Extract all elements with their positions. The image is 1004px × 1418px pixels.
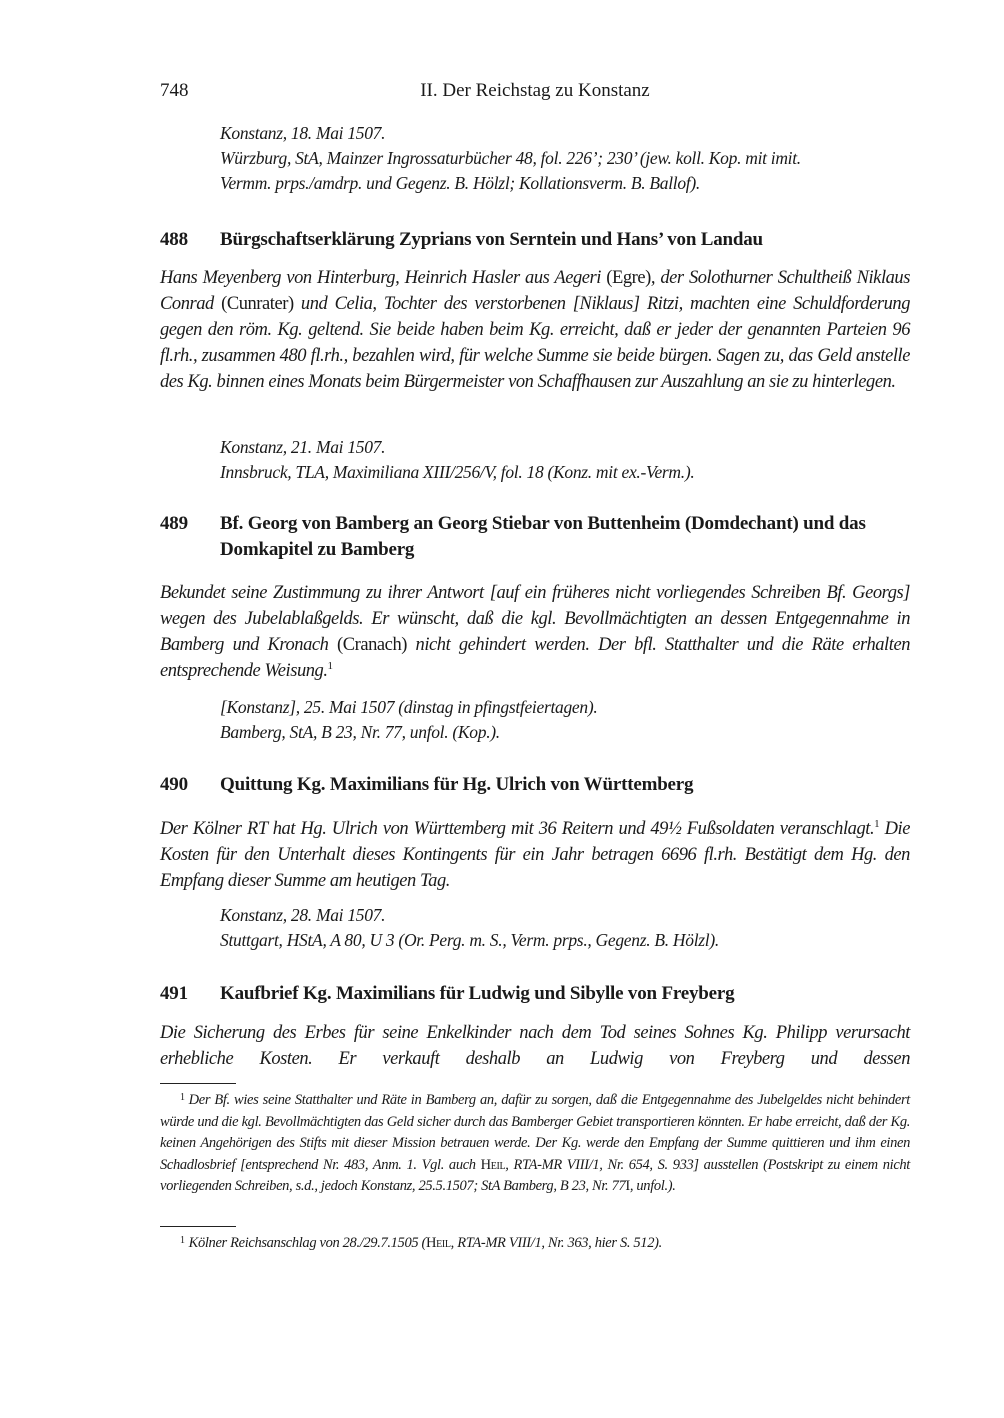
entry-source	[220, 435, 910, 485]
entry-number: 490	[160, 774, 188, 795]
source-line	[220, 720, 910, 745]
text-segment: (Cunrater)	[221, 294, 294, 314]
footnote-marker: 1	[180, 1235, 185, 1246]
text-segment: , RTA-MR VIII/1, Nr. 363, hier S. 512).	[450, 1235, 662, 1251]
source-line: Konstanz, 18. Mai 1507.	[220, 123, 386, 143]
author-name: Heil	[480, 1156, 506, 1173]
text-segment: Kölner Reichsanschlag von 28./29.7.1505 (	[188, 1235, 427, 1251]
entry-number: 489	[160, 513, 188, 534]
text-segment: (Egre)	[606, 268, 651, 288]
footnote-marker: 1	[180, 1092, 185, 1103]
text-segment: Innsbruck, TLA, Maximiliana XIII/256/V, fol. 18 (Konz. mit ex.-Verm.).	[220, 462, 695, 482]
source-line	[220, 928, 910, 953]
source-line	[220, 695, 910, 720]
top-source-block	[220, 121, 910, 196]
text-segment: Die Kosten für den Unterhalt dieses Kontingents für ein Jahr betragen 6696 fl.rh. Bestätigt dem Hg. den Empfang dieser Summe am heutigen Tag.	[160, 819, 910, 891]
text-segment: , RTA-MR VIII/1, Nr. 654, S. 933] ausstellen (Postskript zu einem nicht vorliegenden Schreiben, s.d., jedoch Konstanz, 25.5.1507; StA Bamberg, B 23, Nr. 77	[160, 1156, 910, 1195]
source-line	[220, 903, 910, 928]
entry-title: Bürgschaftserklärung Zyprians von Serntein und Hans’ von Landau	[220, 229, 763, 250]
entry-title: Bf. Georg von Bamberg an Georg Stiebar von Buttenheim (Domdechant) und das Domkapitel zu Bamberg	[220, 513, 866, 560]
text-segment: Stuttgart, HStA, A 80, U 3 (Or. Perg. m. S., Verm. prps., Gegenz. B. Hölzl).	[220, 930, 719, 950]
source-line: Würzburg, StA, Mainzer Ingrossaturbücher 48, fol. 226’; 230’ (jew. koll. Kop. mit imit.	[220, 148, 801, 168]
text-segment: nicht gehindert werden. Der bfl. Statthalter und die Räte erhalten entsprechende Weisung.	[160, 635, 911, 681]
text-segment: Konstanz, 21. Mai 1507.	[220, 437, 386, 457]
page-number: 748	[160, 80, 189, 101]
entry-summary	[160, 580, 910, 684]
text-segment: [Konstanz], 25. Mai 1507	[220, 697, 395, 717]
footnote-reference: 1	[874, 817, 880, 830]
text-segment: und Celia, Tochter des verstorbenen [Niklaus] Ritzi, machten eine Schuldforderung gegen den röm. Kg. geltend. Sie beide haben beim Kg. erreicht, daß er jeder der genannten Parteien 96 fl.rh., zusammen 480 fl.rh., bezahlen wird, für welche Summe sie beide bürgen. Sagen zu, das Geld anstelle des Kg. binnen eines Monats beim Bürgermeister von Schaffhausen zur Auszahlung an sie zu hinterlegen.	[160, 294, 911, 392]
footnote-reference: 1	[327, 659, 333, 672]
text-segment: Bamberg, StA, B 23, Nr. 77, unfol. (Kop.).	[220, 722, 500, 742]
text-segment: I	[625, 1178, 630, 1195]
footnote	[160, 1087, 910, 1198]
entry-heading-489	[160, 511, 910, 563]
text-segment: , der Solothurner Schultheiß Niklaus Conrad	[160, 268, 910, 314]
text-segment: (Cranach)	[337, 635, 407, 655]
entry-summary	[160, 1020, 910, 1072]
author-name: Heil	[426, 1235, 451, 1251]
source-line	[220, 460, 910, 485]
entry-heading-488	[160, 227, 910, 253]
text-segment: Der Kölner RT hat Hg. Ulrich von Württemberg mit 36 Reitern und 49½ Fußsoldaten veranschlagt.	[160, 819, 875, 839]
text-segment: (dinstag in pfingstfeiertagen).	[394, 697, 598, 717]
footnote-rule	[160, 1083, 236, 1084]
entry-number: 491	[160, 983, 188, 1004]
text-segment: Bekundet seine Zustimmung zu ihrer Antwort [auf ein früheres nicht vorliegendes Schreiben Bf. Georgs] wegen des Jubelablaßgelds. Er wünscht, daß die kgl. Bevollmächtigten an dessen Entgegennahme in Bamberg und Kronach	[160, 583, 910, 655]
entry-number: 488	[160, 229, 188, 250]
source-line	[220, 435, 910, 460]
entry-title: Quittung Kg. Maximilians für Hg. Ulrich von Württemberg	[220, 774, 694, 795]
entry-heading-491	[160, 981, 910, 1007]
text-segment: Die Sicherung des Erbes für seine Enkelkinder nach dem Tod seines Sohnes Kg. Philipp verursacht erhebliche Kosten. Er verkauft deshalb an Ludwig von Freyberg und dessen	[160, 1023, 910, 1069]
text-segment: , unfol.).	[629, 1178, 676, 1195]
footnote-rule	[160, 1226, 236, 1227]
text-segment: Der Bf. wies seine Statthalter und Räte in Bamberg an, dafür zu sorgen, daß die Entgegennahme des Jubelgeldes nicht behindert würde und die kgl. Bevollmächtigten das Geld sicher durch das Bamberger Gebiet transportieren könnten. Er habe erreicht, daß der Kg. keinen Angehörigen des Stifts mit dieser Mission betrauen werde. Der Kg. werde den Empfang der Summe quittieren und ihm einen Schadlosbrief [entsprechend Nr. 483, Anm. 1. Vgl. auch	[160, 1092, 910, 1173]
running-title: II. Der Reichstag zu Konstanz	[420, 80, 650, 101]
entry-source	[220, 695, 910, 745]
entry-summary	[160, 265, 910, 395]
text-segment: Hans Meyenberg von Hinterburg, Heinrich Hasler aus Aegeri	[160, 268, 607, 288]
footnote	[160, 1230, 910, 1255]
entry-heading-490	[160, 772, 910, 798]
entry-summary	[160, 816, 910, 894]
source-line: Vermm. prps./amdrp. und Gegenz. B. Hölzl; Kollationsverm. B. Ballof).	[220, 173, 700, 193]
entry-source	[220, 903, 910, 953]
entry-title: Kaufbrief Kg. Maximilians für Ludwig und Sibylle von Freyberg	[220, 983, 735, 1004]
text-segment: Konstanz, 28. Mai 1507.	[220, 905, 386, 925]
